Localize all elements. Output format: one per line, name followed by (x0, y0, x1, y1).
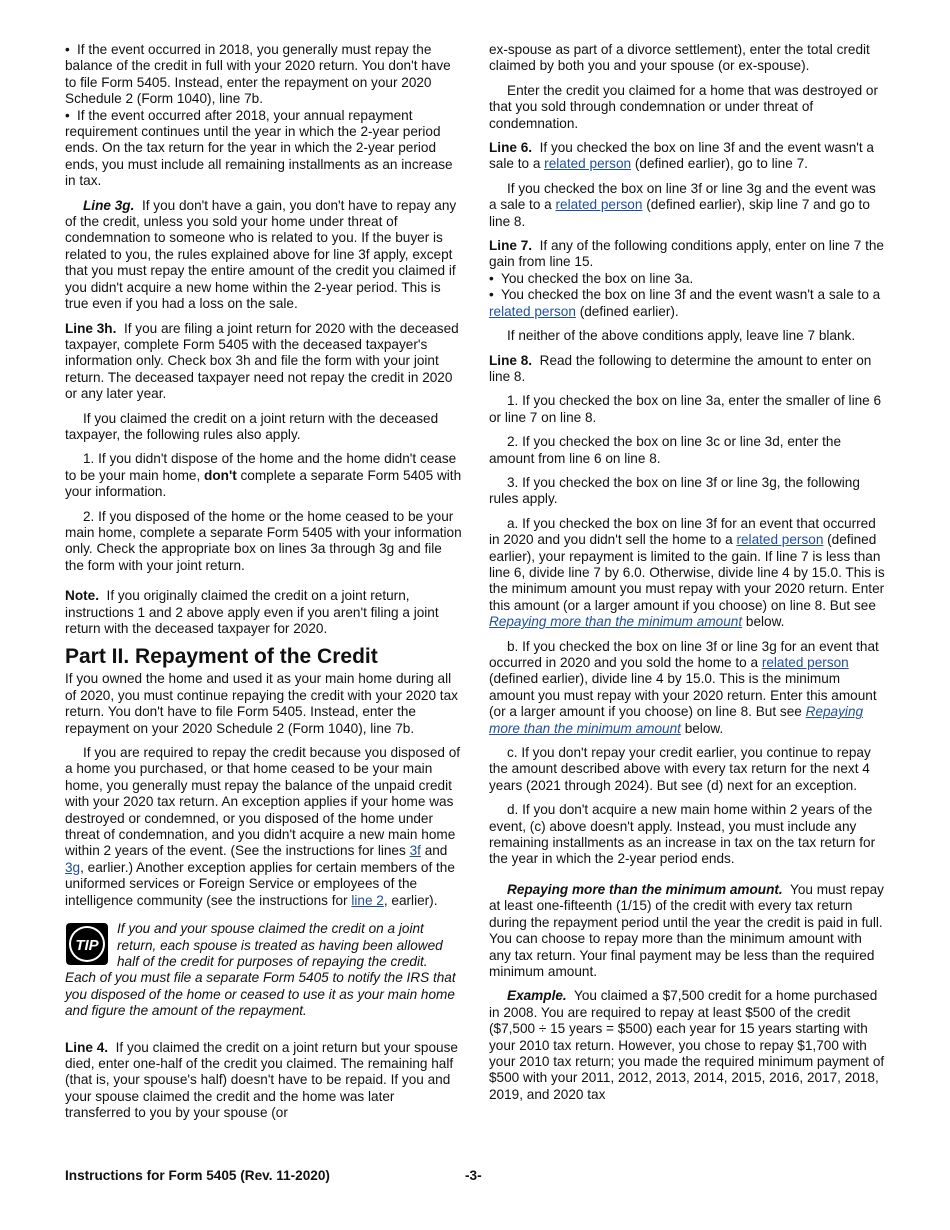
part-ii-text-a: If you are required to repay the credit because you disposed of a home you purchased, or that home ceased to be your main home, you generally must repay the balance of the unpaid credit with your 2020 tax return. An exception applies if your home was destroyed or condemned, or you disposed of the home under threat of condemnation, and you didn't acquire a new main home within 2 years of the event. (See the instructions for lines (65, 745, 461, 859)
example-paragraph (489, 988, 886, 1103)
right-column (489, 42, 886, 1111)
link-related-person[interactable]: related person (544, 156, 632, 172)
page-footer (65, 1168, 885, 1183)
example-heading: Example. (507, 988, 567, 1004)
page-number: -3- (465, 1168, 482, 1183)
destroyed-paragraph: Enter the credit you claimed for a home that was destroyed or that you sold through condemnation or under threat of condemnation. (489, 82, 878, 131)
note-paragraph (65, 588, 462, 637)
repaying-heading: Repaying more than the minimum amount. (507, 881, 783, 897)
bullet-after-2018: • If the event occurred after 2018, your annual repayment requirement continues until the year in which the 2-year period ends. On the tax return for the year in which the 2-year period ends, you must include all remaining installments as an increase in tax. (65, 108, 462, 190)
repaying-paragraph (489, 882, 886, 980)
line-4-text: If you claimed the credit on a joint return but your spouse died, enter one-half of the credit you claimed. The remaining half (that is, your spouse's half) doesn't have to be repaid. If you and your spouse claimed the credit and the home was later transferred to you by your spouse (or (65, 1039, 458, 1121)
line-7-bullet-2 (489, 287, 886, 320)
link-line-3g[interactable]: 3g (65, 859, 81, 875)
line-8-b-text-1: b. If you checked the box on line 3f or line 3g for an event that occurred in 2020 and you sold the home to a (489, 638, 879, 670)
link-related-person[interactable]: related person (736, 532, 824, 548)
line-3g-heading: Line 3g. (83, 197, 135, 213)
line-6-text-a: If you checked the box on line 3f and the event wasn't a sale to a (489, 140, 874, 172)
link-repaying-more[interactable]: Repaying more than the minimum amount (489, 614, 743, 630)
line-8-b-text-2: (defined earlier), divide line 4 by 15.0. This is the minimum amount you must repay with your 2020 return. Enter this amount (or a larger amount if you choose) on line 8. But see (489, 671, 877, 720)
link-related-person[interactable]: related person (761, 655, 849, 670)
below-text: below. (745, 614, 785, 630)
line-7-paragraph-2: If neither of the above conditions apply, leave line 7 blank. (507, 328, 856, 344)
line-7-heading: Line 7. (489, 238, 533, 254)
line-7-bullet-2-text-a: You checked the box on line 3f and the event wasn't a sale to a (501, 287, 881, 303)
line-4-paragraph (65, 1040, 462, 1122)
line-6-paragraph (489, 140, 886, 173)
line-8-item-b (489, 639, 886, 737)
footer-title: Instructions for Form 5405 (Rev. 11-2020) (65, 1168, 330, 1183)
and-text: and (424, 843, 448, 859)
line-6-paragraph-2 (489, 181, 886, 230)
rule-1-dont: don't (204, 467, 237, 483)
line-3g-text: If you don't have a gain, you don't have to repay any of the credit, unless you sold your home under threat of condemnation to someone who is related to you. If the buyer is related to you, the rules explained above for line 3f apply, except that you must repay the entire amount of the credit you claimed if you didn't acquire a new home within the 2-year period. This is true even if you had a loss on the sale. (65, 197, 457, 312)
link-related-person[interactable]: related person (489, 303, 576, 319)
tip-icon (65, 922, 109, 966)
link-related-person[interactable]: related person (555, 197, 643, 213)
example-text: You claimed a $7,500 credit for a home purchased in 2008. You are required to repay at least $500 of the credit ($7,500 ÷ 15 years = $500) each year for 15 years starting with your 2010 tax return. However, you chose to repay $1,700 with your 2010 tax return; you made the required minimum payment of $500 with your 2011, 2012, 2013, 2014, 2015, 2016, 2017, 2018, 2019, and 2020 tax (489, 988, 885, 1102)
rule-1-text-a: 1. If you didn't dispose of the home and the home didn't cease to be your main home, (65, 451, 457, 483)
part-ii-text-c: , earlier). (383, 892, 438, 908)
line-7-bullet-2-text-b: (defined earlier). (579, 303, 679, 319)
line-3h-joint-paragraph: If you claimed the credit on a joint return with the deceased taxpayer, the following rules also apply. (65, 410, 439, 442)
tip-text: If you and your spouse claimed the credit on a joint return, each spouse is treated as having been allowed half of the credit for purposes of repaying the credit. Each of you must file a separate Form 5405 to notify the IRS that you disposed of the home or ceased to use it as your main home and figure the amount of the repayment. (65, 921, 456, 1019)
bullet-2018: • If the event occurred in 2018, you generally must repay the balance of the credit in full with your 2020 return. You don't have to file Form 5405. Instead, enter the repayment on your 2020 Schedule 2 (Form 1040), line 7b. (65, 42, 462, 108)
note-text: If you originally claimed the credit on a joint return, instructions 1 and 2 above apply even if you aren't filing a joint return with the deceased taxpayer for 2020. (65, 588, 439, 636)
line-8-item-c: c. If you don't repay your credit earlier, you continue to repay the amount described above with every tax return for the next 4 years (2021 through 2024). But see (d) next for an exception. (489, 745, 871, 793)
line-4-continued: ex-spouse as part of a divorce settlement), enter the total credit claimed by both you and your spouse (or ex-spouse). (489, 42, 870, 74)
rule-1 (65, 451, 462, 500)
link-line-2[interactable]: line 2 (351, 892, 384, 908)
line-8-item-d: d. If you don't acquire a new main home within 2 years of the event, (c) above doesn't apply. Instead, you must include any remaining installments as an increase in tax on the tax return for the year in which the 2-year period ends. (489, 802, 876, 867)
line-7-paragraph (489, 238, 886, 271)
line-7-text: If any of the following conditions apply, enter on line 7 the gain from line 15. (489, 238, 884, 270)
line-8-text: Read the following to determine the amount to enter on line 8. (489, 352, 872, 384)
note-heading: Note. (65, 588, 99, 604)
line-8-item-2: 2. If you checked the box on line 3c or line 3d, enter the amount from line 6 on line 8. (489, 434, 842, 466)
line-3h-heading: Line 3h. (65, 320, 117, 336)
link-repaying-more[interactable]: Repaying more than the minimum amount (489, 704, 864, 736)
line-8-item-3: 3. If you checked the box on line 3f or line 3g, the following rules apply. (489, 474, 860, 507)
line-8-item-1: 1. If you checked the box on line 3a, enter the smaller of line 6 or line 7 on line 8. (489, 393, 882, 425)
line-7-bullet-1: • You checked the box on line 3a. (489, 271, 886, 287)
repaying-text: You must repay at least one-fifteenth (1/15) of the credit with every tax return during the repayment period until the year the credit is paid in full. You can choose to repay more than the minimum amount with any tax return. Your final payment may be less than the required minimum amount. (489, 881, 884, 979)
rule-1-text-c: complete a separate Form 5405 with your information. (65, 467, 462, 500)
line-8-a-text-2: (defined earlier), your repayment is limited to the gain. If line 7 is less than line 6, divide line 7 by 6.0. Otherwise, divide line 4 by 15.0. This is the minimum amount you must repay with your 2020 return. Enter this amount (or a larger amount if you choose) on line 8. But see (489, 532, 885, 613)
part-ii-paragraph-2 (65, 745, 462, 909)
rule-2: 2. If you disposed of the home or the home ceased to be your main home, complete a separate Form 5405 with your information only. Check the appropriate box on lines 3a through 3g and file the form with your joint return. (65, 508, 462, 573)
tip-label: TIP (75, 937, 99, 955)
part-ii-title: Part II. Repayment of the Credit (65, 645, 378, 669)
line-3g-paragraph (65, 198, 462, 313)
line-4-heading: Line 4. (65, 1039, 109, 1055)
line-6-text-b: (defined earlier), go to line 7. (634, 156, 808, 172)
part-ii-text-b: , earlier.) Another exception applies for certain members of the uniformed services or Foreign Service or employees of the intelligence community (see the instructions for (65, 859, 455, 908)
part-ii-paragraph-1: If you owned the home and used it as your main home during all of 2020, you must continue repaying the credit with your 2020 tax return. You don't have to file Form 5405. Instead, enter the repayment on your 2020 Schedule 2 (Form 1040), line 7b. (65, 671, 458, 736)
line-6-p2-text-a: If you checked the box on line 3f or line 3g and the event was a sale to a (489, 180, 876, 213)
below-text: below. (684, 720, 724, 736)
line-3h-paragraph (65, 321, 462, 403)
link-line-3f[interactable]: 3f (409, 843, 421, 859)
line-3h-text: If you are filing a joint return for 2020 with the deceased taxpayer, complete Form 5405 with the deceased taxpayer's information only. Check box 3h and file the form with your joint return. The deceased taxpayer need not repay the credit in 2020 or any later year. (65, 320, 459, 402)
left-column (65, 42, 462, 1130)
line-8-a-text-1: a. If you checked the box on line 3f for an event that occurred in 2020 and you didn't sell the home to a (489, 515, 876, 548)
line-8-heading: Line 8. (489, 352, 533, 368)
line-8-item-a (489, 516, 886, 631)
tip-box (65, 921, 462, 1019)
line-6-heading: Line 6. (489, 140, 533, 156)
line-6-p2-text-b: (defined earlier), skip line 7 and go to line 8. (489, 197, 870, 229)
line-8-paragraph (489, 353, 886, 386)
